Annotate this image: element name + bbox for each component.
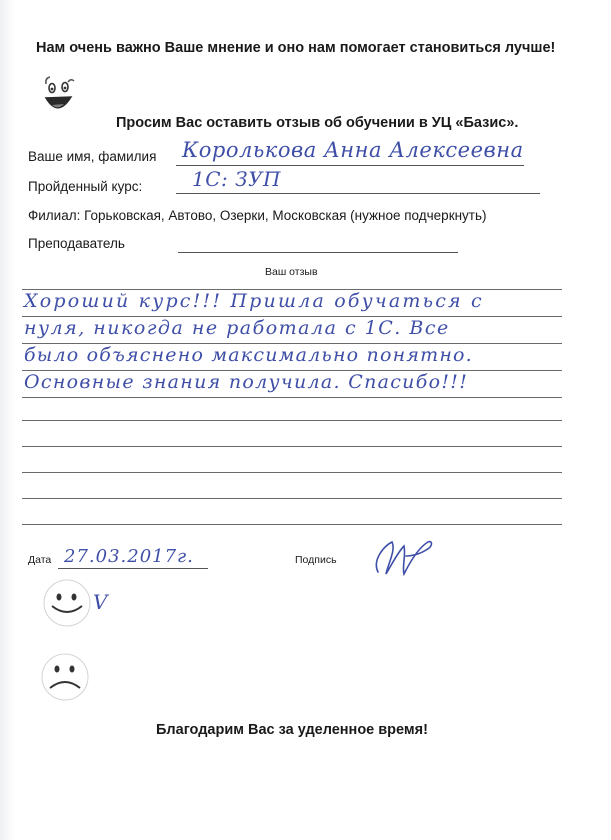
signature-label: Подпись bbox=[295, 554, 337, 566]
date-label: Дата bbox=[28, 554, 52, 566]
checkmark: V bbox=[93, 590, 108, 614]
thanks-text: Благодарим Вас за уделенное время! bbox=[156, 722, 428, 738]
name-underline bbox=[176, 165, 524, 166]
smiley-happy-icon bbox=[42, 578, 92, 628]
review-line: нуля, никогда не работала с 1С. Все bbox=[24, 317, 450, 339]
handwritten-signature bbox=[368, 532, 442, 578]
smiley-laughing-icon bbox=[38, 74, 78, 118]
form-title: Нам очень важно Ваше мнение и оно нам помогает становиться лучше! bbox=[36, 40, 556, 56]
request-text: Просим Вас оставить отзыв об обучении в УЦ «Базис». bbox=[116, 115, 519, 131]
branch-text: Филиал: Горьковская, Автово, Озерки, Московская (нужное подчеркнуть) bbox=[28, 208, 487, 223]
teacher-underline bbox=[178, 252, 458, 253]
course-underline bbox=[176, 193, 540, 194]
scan-edge bbox=[0, 0, 14, 840]
teacher-label: Преподаватель bbox=[28, 236, 125, 251]
name-value: Королькова Анна Алексеевна bbox=[182, 138, 524, 162]
smiley-sad-icon bbox=[40, 652, 90, 702]
review-line: было объяснено максимально понятно. bbox=[24, 344, 473, 366]
date-underline bbox=[58, 568, 208, 569]
name-label: Ваше имя, фамилия bbox=[28, 149, 157, 164]
date-value: 27.03.2017г. bbox=[64, 546, 194, 567]
course-label: Пройденный курс: bbox=[28, 179, 143, 194]
course-value: 1С: ЗУП bbox=[192, 167, 281, 191]
review-line: Хороший курс!!! Пришла обучаться с bbox=[24, 290, 484, 312]
review-line: Основные знания получила. Спасибо!!! bbox=[24, 371, 469, 393]
review-heading: Ваш отзыв bbox=[265, 266, 318, 278]
